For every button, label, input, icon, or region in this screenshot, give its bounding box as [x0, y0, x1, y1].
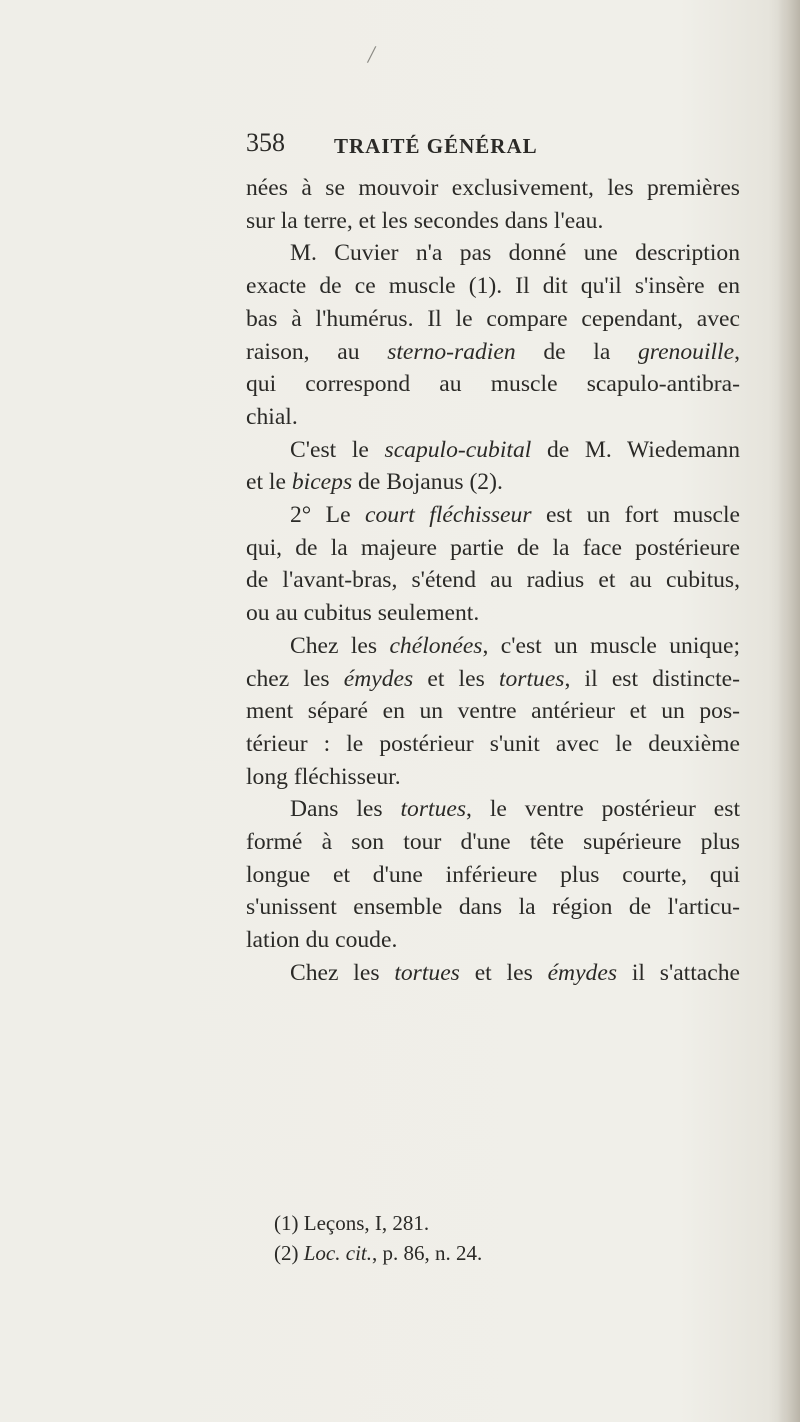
paragraph-7 — [246, 957, 740, 990]
paragraph-6 — [246, 793, 740, 957]
text-line: raison, au sterno-radien de la grenouille, — [246, 338, 740, 365]
paragraph-3 — [246, 434, 740, 499]
page-number: 358 — [246, 128, 285, 157]
text-line: M. Cuvier n'a pas donné une description — [290, 240, 740, 267]
text-line: bas à l'humérus. Il le compare cependant, avec — [246, 305, 740, 332]
text-line: C'est le scapulo-cubital de M. Wiedemann — [290, 436, 740, 463]
text-line: Chez les tortues et les émydes il s'attache — [290, 959, 740, 986]
text-line: chial. — [246, 403, 298, 430]
footnotes — [246, 1208, 740, 1268]
text-line: lation du coude. — [246, 927, 398, 954]
footnote-1: (1) Leçons, I, 281. — [274, 1211, 430, 1235]
paragraph-1 — [246, 172, 740, 237]
text-line: ment séparé en un ventre antérieur et un pos- — [246, 698, 740, 725]
paragraph-5 — [246, 630, 740, 794]
pencil-mark: / — [366, 39, 378, 70]
page-spine-shadow — [778, 0, 800, 1422]
paragraph-2 — [246, 237, 740, 433]
text-line: long fléchisseur. — [246, 763, 401, 790]
text-line: nées à se mouvoir exclusivement, les premières — [246, 175, 740, 201]
text-line: qui, de la majeure partie de la face postérieure — [246, 534, 740, 561]
text-line: chez les émydes et les tortues, il est distincte- — [246, 665, 740, 692]
body-text — [246, 172, 740, 990]
text-line: qui correspond au muscle scapulo-antibra- — [246, 371, 740, 398]
text-line: longue et d'une inférieure plus courte, qui — [246, 861, 740, 888]
running-title: TRAITÉ GÉNÉRAL — [334, 134, 538, 158]
text-line: formé à son tour d'une tête supérieure plus — [246, 829, 740, 856]
text-line: et le biceps de Bojanus (2). — [246, 469, 503, 496]
text-line: de l'avant-bras, s'étend au radius et au cubitus, — [246, 567, 740, 594]
text-line: térieur : le postérieur s'unit avec le deuxième — [246, 730, 740, 757]
footnote-2: (2) Loc. cit., p. 86, n. 24. — [274, 1241, 483, 1265]
text-line: Chez les chélonées, c'est un muscle unique; — [290, 632, 741, 659]
text-line: exacte de ce muscle (1). Il dit qu'il s'insère en — [246, 273, 740, 300]
text-line: sur la terre, et les secondes dans l'eau. — [246, 207, 604, 234]
text-line: Dans les tortues, le ventre postérieur est — [290, 796, 740, 823]
text-line: s'unissent ensemble dans la région de l'articu- — [246, 894, 740, 921]
text-line: ou au cubitus seulement. — [246, 600, 480, 627]
text-line: 2° Le court fléchisseur est un fort muscle — [290, 502, 741, 529]
paragraph-4 — [246, 499, 740, 630]
